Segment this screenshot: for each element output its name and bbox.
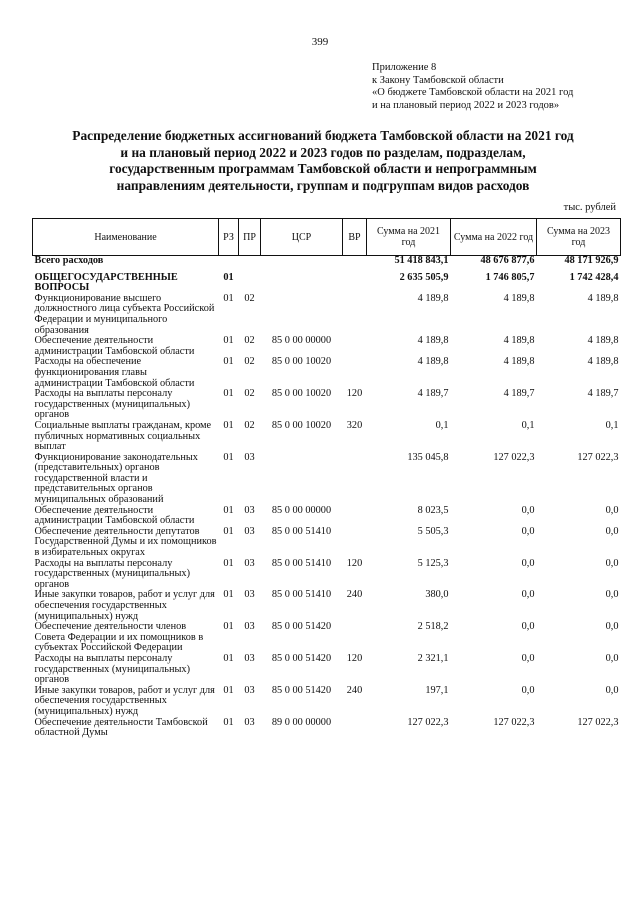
cell-rz: 01 [223,525,234,537]
table-row [33,336,621,357]
cell-rz: 01 [223,557,234,569]
cell-sum-2022: 4 189,8 [503,356,535,368]
cell-rz [219,256,239,267]
cell-pr: 03 [244,451,255,463]
cell-pr [239,273,261,294]
cell-pr: 03 [244,525,255,537]
table-row [33,294,621,336]
header-csr: ЦСР [261,219,343,256]
cell-csr [261,256,343,267]
title-line: направлениям деятельности, группам и подгруппам видов расходов [116,177,530,193]
cell-rz: 01 [223,504,234,516]
cell-pr: 03 [244,557,255,569]
cell-name: Расходы на обеспечение функционирования главы администрации Тамбовской области [34,356,195,389]
cell-vr [343,622,367,654]
cell-rz: 01 [223,684,234,696]
cell-sum-2021: 4 189,8 [417,335,449,347]
cell-vr: 120 [346,652,363,664]
cell-vr [343,506,367,527]
cell-vr: 120 [346,388,363,400]
cell-vr [343,336,367,357]
cell-sum-2021: 380,0 [425,589,449,601]
cell-csr [261,453,343,506]
cell-pr: 02 [244,388,255,400]
document-title [28,128,618,194]
table-row [33,718,621,739]
cell-name: Расходы на выплаты персоналу государственных (муниципальных) органов [34,652,191,686]
cell-name: ОБЩЕГОСУДАРСТВЕННЫЕ ВОПРОСЫ [34,271,178,294]
cell-sum-2022: 0,0 [521,652,535,664]
cell-sum-2021: 135 045,8 [407,451,449,463]
cell-pr: 03 [244,652,255,664]
cell-vr [343,527,367,559]
header-pr: ПР [239,219,261,256]
cell-sum-2021: 2 635 505,9 [399,271,449,283]
table-row [33,453,621,506]
cell-csr: 85 0 00 00000 [271,504,332,516]
cell-sum-2022: 127 022,3 [493,716,535,728]
cell-sum-2023: 0,0 [605,504,619,516]
cell-sum-2021: 5 505,3 [417,525,449,537]
cell-vr: 240 [346,589,363,601]
cell-rz: 01 [223,652,234,664]
cell-csr: 85 0 00 10020 [271,356,332,368]
title-line: государственным программам Тамбовской области и непрограммным [109,161,537,177]
cell-rz: 01 [223,356,234,368]
cell-vr: 120 [346,557,363,569]
cell-vr: 240 [346,684,363,696]
cell-sum-2022: 0,1 [521,419,535,431]
cell-pr: 03 [244,504,255,516]
title-line: Распределение бюджетных ассигнований бюджета Тамбовской области на 2021 год [72,128,574,143]
cell-rz: 01 [223,388,234,400]
header-vr: ВР [343,219,367,256]
cell-rz: 01 [223,716,234,728]
cell-vr [343,294,367,336]
cell-name: Обеспечение деятельности членов Совета Федерации и их помощников в субъектах Российской Федерации [34,621,204,654]
cell-csr: 85 0 00 51420 [271,652,332,664]
cell-name: Иные закупки товаров, работ и услуг для обеспечения государственных (муниципальных) нужд [34,589,215,622]
cell-sum-2022: 1 746 805,7 [485,271,535,283]
cell-sum-2022: 0,0 [521,621,535,633]
cell-vr [343,273,367,294]
cell-pr: 02 [244,356,255,368]
appendix-line: «О бюджете Тамбовской области на 2021 год [372,87,574,98]
cell-csr: 85 0 00 51420 [271,684,332,696]
cell-name: Расходы на выплаты персоналу государственных (муниципальных) органов [34,388,191,421]
title-line: и на плановый период 2022 и 2023 годов по разделам, подразделам, [120,144,526,160]
cell-sum-2023: 4 189,8 [587,292,619,304]
cell-sum-2021: 127 022,3 [407,716,449,728]
cell-sum-2022: 0,0 [521,525,535,537]
table-row [33,389,621,421]
cell-vr [343,256,367,267]
cell-sum-2023: 0,0 [605,652,619,664]
cell-sum-2022: 127 022,3 [493,451,535,463]
cell-csr: 85 0 00 51420 [271,621,332,633]
cell-sum-2021: 4 189,8 [417,292,449,304]
cell-vr [343,453,367,506]
table-row [33,273,621,294]
table-row [33,590,621,622]
cell-csr: 85 0 00 51410 [271,589,332,601]
cell-sum-2023: 48 171 926,9 [537,256,621,267]
cell-sum-2022: 0,0 [521,504,535,516]
cell-sum-2022: 4 189,8 [503,292,535,304]
cell-rz: 01 [223,419,234,431]
cell-sum-2023: 0,0 [605,525,619,537]
table-row [33,622,621,654]
cell-name: Иные закупки товаров, работ и услуг для обеспечения государственных (муниципальных) нужд [34,684,215,717]
budget-table [32,218,621,739]
cell-pr: 03 [244,589,255,601]
cell-name: Расходы на выплаты персоналу государственных (муниципальных) органов [34,557,191,590]
cell-sum-2023: 1 742 428,4 [569,271,619,283]
cell-sum-2022: 0,0 [521,557,535,569]
table-row [33,421,621,453]
table-row [33,654,621,686]
cell-csr: 89 0 00 00000 [271,716,332,728]
cell-sum-2022: 0,0 [521,684,535,696]
cell-sum-2021: 4 189,8 [417,356,449,368]
cell-name: Обеспечение деятельности Тамбовской областной Думы [34,716,208,739]
cell-vr: 320 [346,419,363,431]
cell-rz: 01 [223,451,234,463]
cell-vr [343,357,367,389]
table-body [33,256,621,739]
cell-sum-2023: 127 022,3 [577,716,619,728]
cell-pr: 02 [244,419,255,431]
table-row [33,357,621,389]
table-row [33,559,621,591]
header-sum-2023: Сумма на 2023 год [537,219,621,256]
header-name: Наименование [33,219,219,256]
cell-sum-2022: 4 189,8 [503,335,535,347]
cell-sum-2023: 0,0 [605,621,619,633]
appendix-note [372,62,573,112]
cell-sum-2023: 0,0 [605,589,619,601]
appendix-line: и на плановый период 2022 и 2023 годов» [372,99,560,111]
cell-name: Всего расходов [33,256,219,267]
cell-sum-2021: 2 321,1 [417,652,449,664]
page-number: 399 [311,36,329,48]
cell-name: Обеспечение деятельности администрации Тамбовской области [34,504,195,527]
appendix-line: Приложение 8 [372,62,437,73]
cell-name: Социальные выплаты гражданам, кроме публичных нормативных социальных выплат [34,419,212,453]
cell-vr [343,718,367,739]
cell-rz: 01 [223,292,234,304]
cell-sum-2021: 0,1 [435,419,449,431]
cell-sum-2022: 48 676 877,6 [451,256,537,267]
cell-rz: 01 [223,589,234,601]
cell-sum-2023: 0,1 [605,419,619,431]
cell-pr [239,256,261,267]
table-row [33,256,621,267]
cell-sum-2023: 0,0 [605,557,619,569]
cell-sum-2022: 0,0 [521,589,535,601]
cell-sum-2023: 4 189,7 [587,388,619,400]
cell-sum-2021: 5 125,3 [417,557,449,569]
cell-pr: 02 [244,335,255,347]
cell-csr: 85 0 00 10020 [271,419,332,431]
cell-rz: 01 [223,271,234,283]
cell-rz: 01 [223,335,234,347]
cell-name: Функционирование законодательных (представительных) органов государственной власти и представительных органов муниципальных образований [34,451,198,506]
cell-pr: 03 [244,621,255,633]
cell-csr: 85 0 00 10020 [271,388,332,400]
cell-sum-2023: 4 189,8 [587,335,619,347]
cell-sum-2023: 127 022,3 [577,451,619,463]
cell-sum-2022: 4 189,7 [503,388,535,400]
units-label: тыс. рублей [563,202,616,213]
cell-name: Обеспечение деятельности депутатов Государственной Думы и их помощников в избирательных округах [34,525,217,559]
appendix-line: к Закону Тамбовской области [372,74,504,86]
cell-csr: 85 0 00 00000 [271,335,332,347]
header-rz: РЗ [219,219,239,256]
header-sum-2022: Сумма на 2022 год [451,219,537,256]
cell-name: Обеспечение деятельности администрации Тамбовской области [34,335,195,357]
cell-sum-2021: 51 418 843,1 [367,256,451,267]
cell-sum-2021: 2 518,2 [417,621,449,633]
cell-sum-2021: 197,1 [425,684,449,696]
cell-csr: 85 0 00 51410 [271,557,332,569]
cell-pr: 03 [244,716,255,728]
cell-pr: 03 [244,684,255,696]
cell-rz: 01 [223,621,234,633]
cell-sum-2023: 0,0 [605,684,619,696]
cell-name: Функционирование высшего должностного лица субъекта Российской Федерации и муниципального образования [34,292,215,336]
table-row [33,686,621,718]
header-sum-2021: Сумма на 2021 год [367,219,451,256]
cell-csr: 85 0 00 51410 [271,525,332,537]
table-row [33,527,621,559]
table-header-row [33,219,621,256]
cell-csr [261,294,343,336]
table-row [33,506,621,527]
cell-sum-2021: 4 189,7 [417,388,449,400]
cell-csr [261,273,343,294]
cell-sum-2023: 4 189,8 [587,356,619,368]
cell-pr: 02 [244,292,255,304]
cell-sum-2021: 8 023,5 [417,504,449,516]
